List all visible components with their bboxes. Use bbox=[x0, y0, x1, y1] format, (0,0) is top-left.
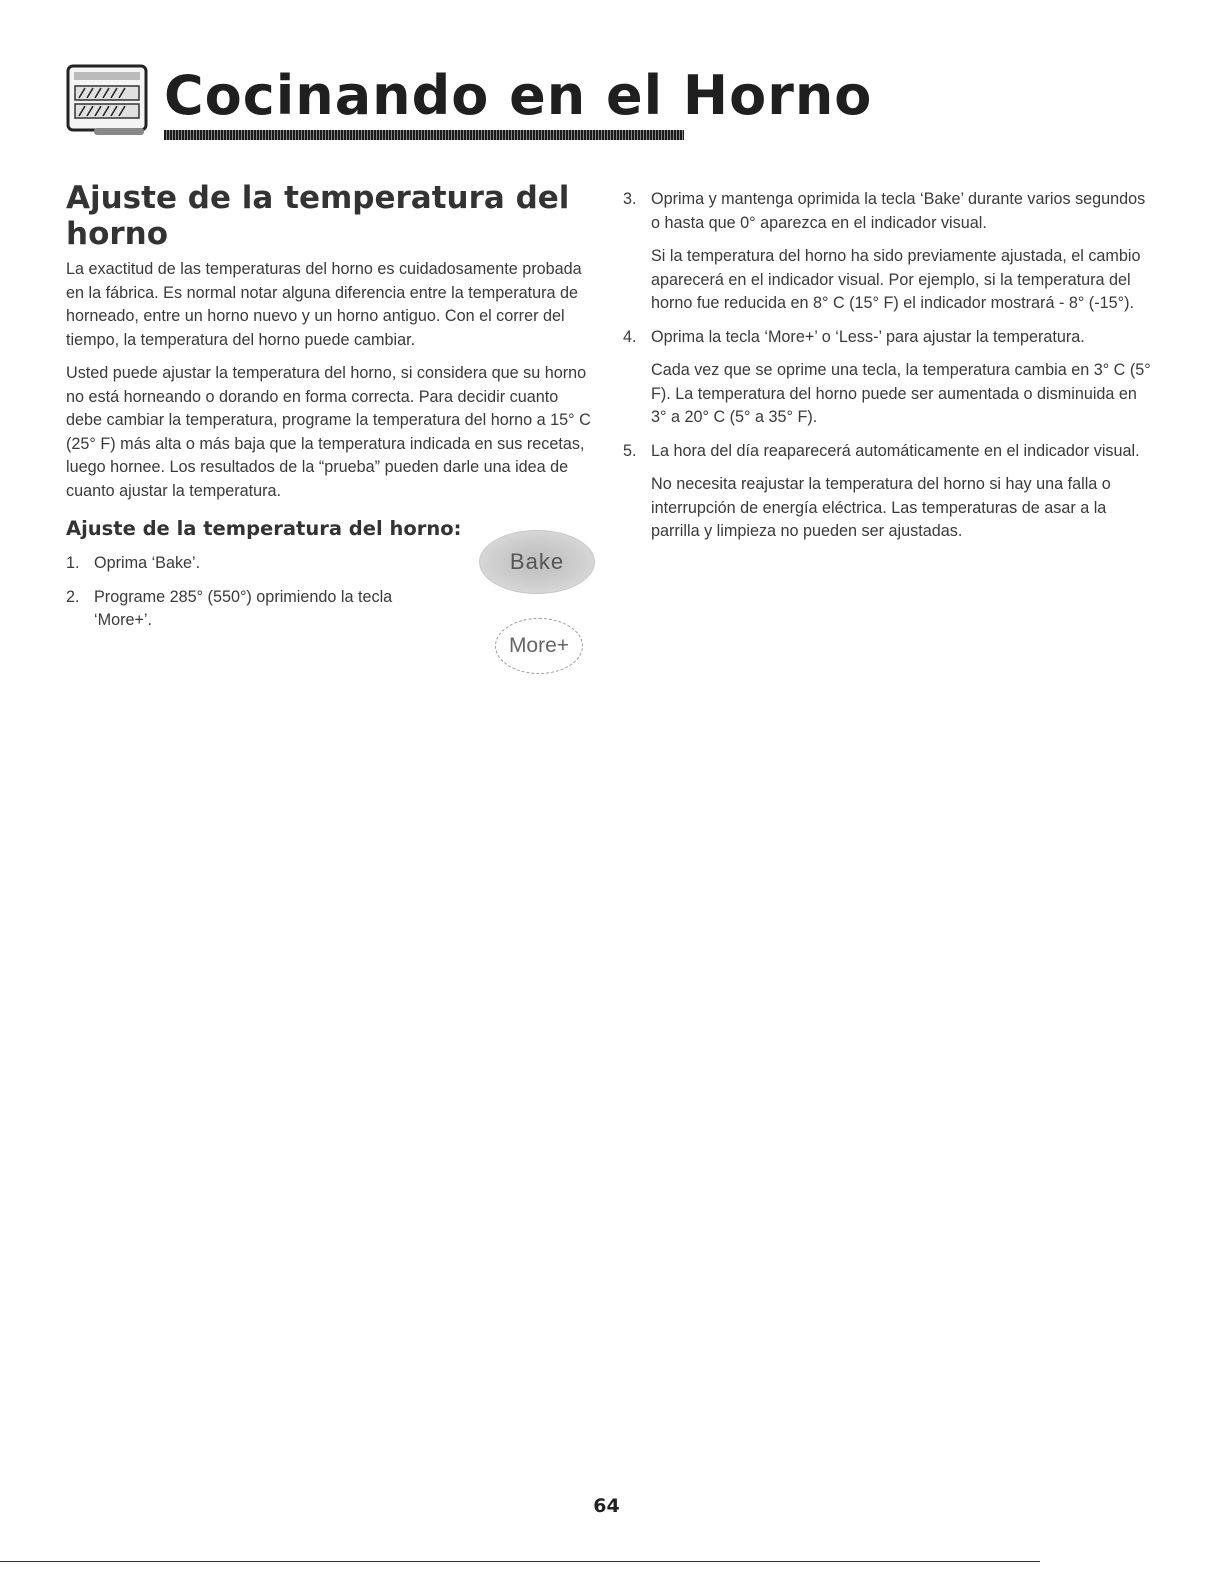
page-number: 64 bbox=[593, 1495, 620, 1517]
title-underline bbox=[164, 130, 684, 140]
step-number: 1. bbox=[66, 554, 80, 572]
step-4-note: Cada vez que se oprime una tecla, la temperatura cambia en 3° C (5° F). La temperatura del horno puede ser aumentada o disminuida en 3° a 20° C (5° a 35° F). bbox=[651, 361, 1151, 426]
step-text: Oprima la tecla ‘More+’ o ‘Less-’ para ajustar la temperatura. bbox=[651, 327, 1085, 346]
step-number: 5. bbox=[623, 441, 637, 460]
step-text: Oprima ‘Bake’. bbox=[94, 554, 201, 572]
page-header bbox=[60, 58, 873, 150]
step-5-note: No necesita reajustar la temperatura del horno si hay una falla o interrupción de energía eléctrica. Las temperaturas de asar a la parrilla y limpieza no pueden ser ajustadas. bbox=[651, 475, 1111, 540]
intro-paragraph: La exactitud de las temperaturas del horno es cuidadosamente probada en la fábrica. Es normal notar alguna diferencia entre la temperatura de horneado, entre un horno nuevo y un horno antiguo. Con el correr del tiempo, la temperatura del horno puede cambiar. bbox=[66, 260, 582, 349]
adjust-paragraph: Usted puede ajustar la temperatura del horno, si considera que su horno no está horneando o dorando en forma correcta. Para decidir cuanto debe cambiar la temperatura, programe la temperatura del horno a 15° C (25° F) más alta o más baja que la temperatura indicada en sus recetas, luego hornee. Los resultados de la “prueba” pueden darle una idea de cuanto ajustar la temperatura. bbox=[66, 364, 591, 500]
step-text: Oprima y mantenga oprimida la tecla ‘Bake’ durante varios segundos o hasta que 0° aparezca en el indicador visual. bbox=[651, 190, 1146, 232]
section-heading: Ajuste de la temperatura del horno bbox=[66, 180, 570, 252]
right-column bbox=[623, 188, 1153, 554]
step-3 bbox=[623, 188, 1153, 235]
step-5 bbox=[623, 440, 1153, 464]
steps-subheading: Ajuste de la temperatura del horno: bbox=[66, 517, 462, 540]
bake-key-label: Bake bbox=[509, 549, 565, 574]
page-title: Cocinando en el Horno bbox=[164, 64, 873, 127]
step-number: 4. bbox=[623, 327, 637, 346]
step-number: 3. bbox=[623, 190, 637, 208]
more-key-illustration bbox=[495, 618, 583, 674]
step-number: 2. bbox=[66, 587, 80, 606]
more-key-label: More+ bbox=[508, 634, 570, 657]
oven-icon bbox=[66, 64, 148, 138]
left-column bbox=[66, 180, 596, 657]
bake-key-illustration bbox=[479, 530, 595, 594]
footer-rule bbox=[0, 1561, 1040, 1562]
step-4 bbox=[623, 326, 1153, 350]
step-text: La hora del día reaparecerá automáticamente en el indicador visual. bbox=[651, 441, 1140, 460]
step-text: Programe 285° (550°) oprimiendo la tecla ‘More+’. bbox=[94, 587, 393, 629]
step-3-note: Si la temperatura del horno ha sido previamente ajustada, el cambio aparecerá en el indicador visual. Por ejemplo, si la temperatura del horno fue reducida en 8° C (15° F) el indicador mostrará - 8° (-15°). bbox=[651, 247, 1141, 312]
